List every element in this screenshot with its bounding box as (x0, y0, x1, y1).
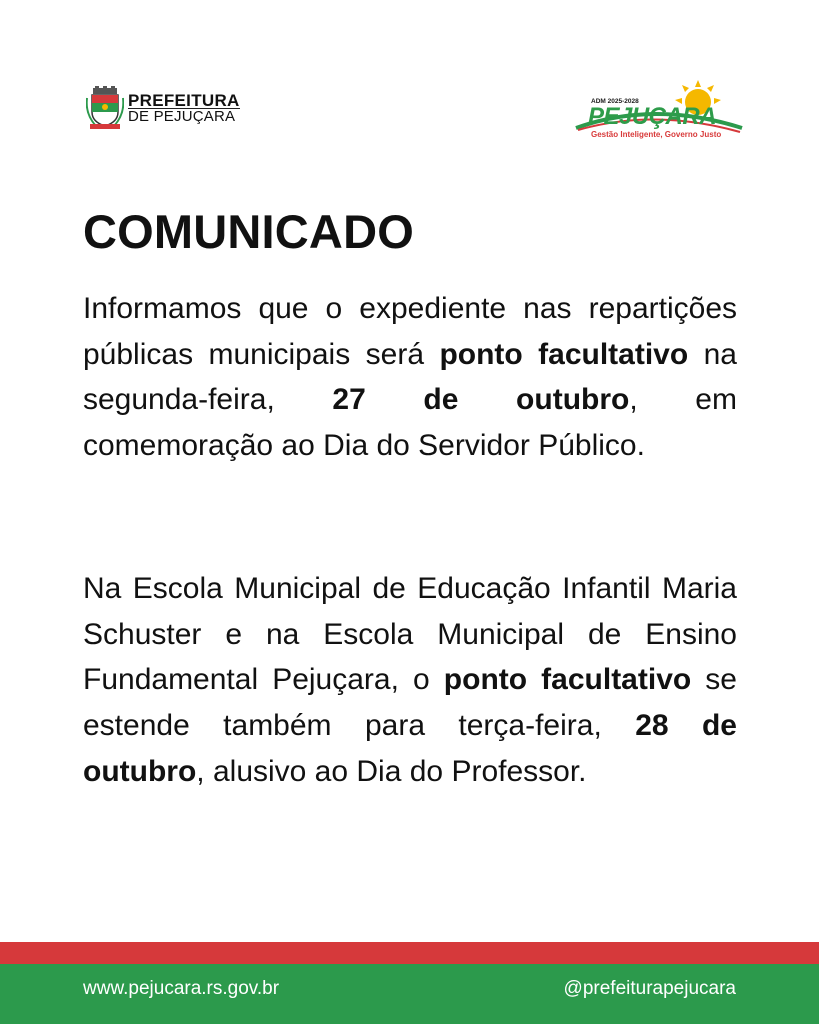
p1-text-2: na segunda-feira, (83, 337, 737, 417)
p2-text-2: se estende também para terça-feira, (83, 663, 737, 743)
paragraph-2 (83, 566, 737, 795)
paragraph-1 (83, 286, 737, 469)
slogan: Gestão Inteligente, Governo Justo (591, 130, 722, 139)
administration-logo (574, 80, 744, 145)
p1-text-1: Informamos que o expediente nas repartições públicas municipais será (83, 292, 737, 371)
p2-text-3: , alusivo ao Dia do Professor. (196, 754, 587, 788)
page-title: COMUNICADO (83, 205, 414, 258)
p2-bold-1: ponto facultativo (443, 663, 692, 697)
prefeitura-logo (86, 86, 240, 130)
p2-text-1: Na Escola Municipal de Educação Infantil Maria Schuster e na Escola Municipal de Ensino Fundamental Pejuçara, o (83, 572, 737, 697)
social-handle[interactable]: @prefeiturapejucara (563, 978, 736, 999)
logo-line-1: PREFEITURA (128, 90, 240, 110)
footer-red-stripe (0, 942, 819, 964)
city-name: PEJUÇARA (588, 103, 717, 130)
p1-bold-1: ponto facultativo (439, 337, 689, 371)
p2-bold-2: 28 de outubro (83, 709, 737, 788)
adm-label: ADM 2025-2028 (591, 98, 639, 105)
website-link[interactable]: www.pejucara.rs.gov.br (83, 978, 280, 999)
p1-text-3: , em comemoração ao Dia do Servidor Público. (83, 383, 737, 463)
municipal-crest-icon (86, 86, 124, 130)
logo-line-2: DE PEJUÇARA (128, 108, 240, 124)
header (0, 80, 819, 150)
p1-bold-2: 27 de outubro (332, 383, 630, 417)
